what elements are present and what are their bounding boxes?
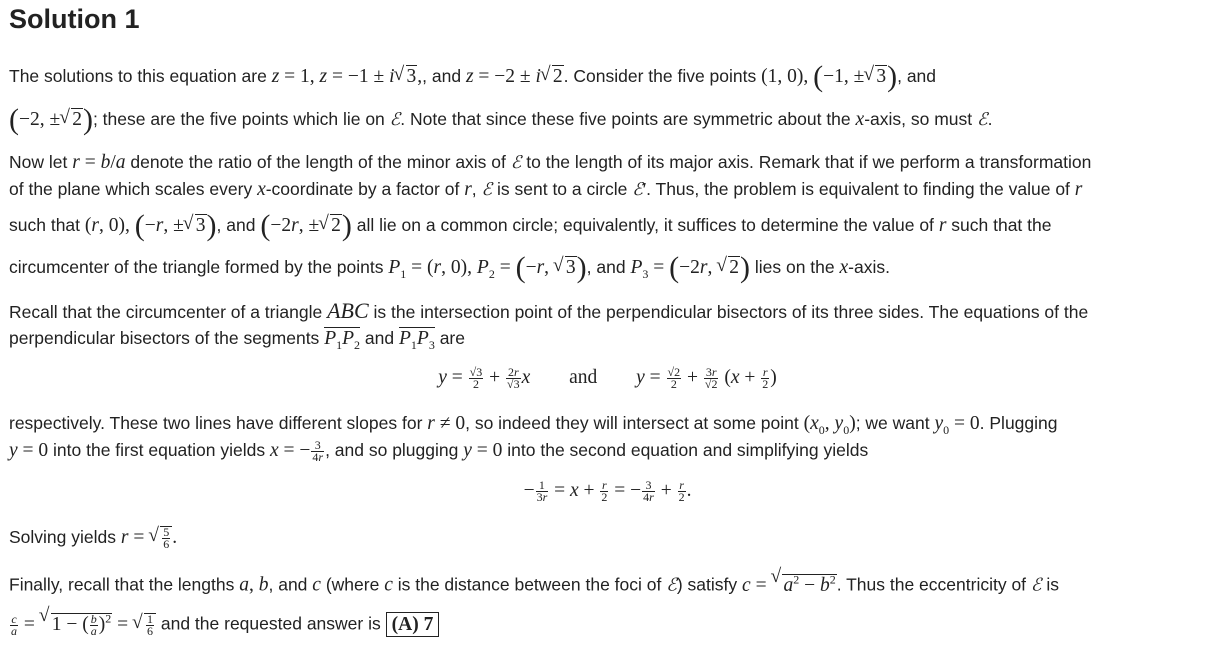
bisector-equations: y = $\frac{√3}{2}$ + $\frac{2r}{√3}$ x and y = $\frac{√2}{2}$ + $\frac{3r}{√2}$ (x + $\frac{r}{2}$ ) bbox=[438, 365, 777, 392]
paragraph-1-line-2: (−2, ±√ 2); these are the five points which lie on ℰ. Note that since these five points are symmetric about the x-axis, so must ℰ. bbox=[9, 107, 993, 132]
paragraph-5: Solving yields r = √ $\frac{5}{6}$ . bbox=[9, 525, 177, 550]
paragraph-2-line-1: Now let r = b/a denote the ratio of the length of the minor axis of ℰ to the length of its major axis. Remark that if we perform a transformation bbox=[9, 152, 1092, 173]
simplified-equation: − $\frac{1}{3r}$ = x + $\frac{r}{2}$ = − $\frac{3}{4r}$ + $\frac{r}{2}$ . bbox=[523, 478, 692, 505]
paragraph-4-line-2: y = 0 into the first equation yields x = − $\frac{3}{4r}$ , and so plugging y = 0 into the second equation and simplifying yields bbox=[9, 438, 869, 465]
paragraph-3-line-1: Recall that the circumcenter of a triangle ABC is the intersection point of the perpendicular bisectors of its three sides. The equations of the bbox=[9, 298, 1089, 323]
paragraph-6-line-1: Finally, recall that the lengths a, b, and c (where c is the distance between the foci of ℰ) satisfy c = √ $a^2 - b^2$. Thus the eccentricity of ℰ is bbox=[9, 567, 1059, 598]
paragraph-2-line-3: such that (r, 0), (−r, ±√ 3), and (−2r, ±√ 2) all lie on a common circle; equivalently, it suffices to determine the value of r such that the bbox=[9, 213, 1052, 238]
answer-box: (A) 7 bbox=[386, 612, 440, 637]
solution-heading: Solution 1 bbox=[9, 4, 140, 34]
paragraph-1-line-1: The solutions to this equation are z = 1, z = −1 ± i√ 3,, and z = −2 ± i√ 2. Consider the five points (1, 0), (−1, ±√ 3), and bbox=[9, 64, 936, 89]
paragraph-4-line-1: respectively. These two lines have different slopes for r ≠ 0, so indeed they will intersect at some point ($x_0$, $y_0$); we want $y_0 = 0$. Plugging bbox=[9, 413, 1058, 437]
paragraph-2-line-4: circumcenter of the triangle formed by the points $P_1 = (r$, 0), $P_2 = (-r$, √ 3), and $P_3 = (-2r$, √ 2) lies on the x-axis. bbox=[9, 255, 890, 286]
paragraph-2-line-2: of the plane which scales every x-coordinate by a factor of r, ℰ is sent to a circle ℰ′. Thus, the problem is equivalent to finding the value of r bbox=[9, 179, 1083, 200]
paragraph-3-line-2: perpendicular bisectors of the segments $P_1P_2$ and $P_1P_3$ are bbox=[9, 328, 465, 352]
paragraph-6-line-2: $\frac{c}{a}$ = √ 1 − ( $\frac{b}{a}$ )$^2$ = √ $\frac{1}{6}$ and the requested answer is (A) 7 bbox=[9, 606, 439, 637]
